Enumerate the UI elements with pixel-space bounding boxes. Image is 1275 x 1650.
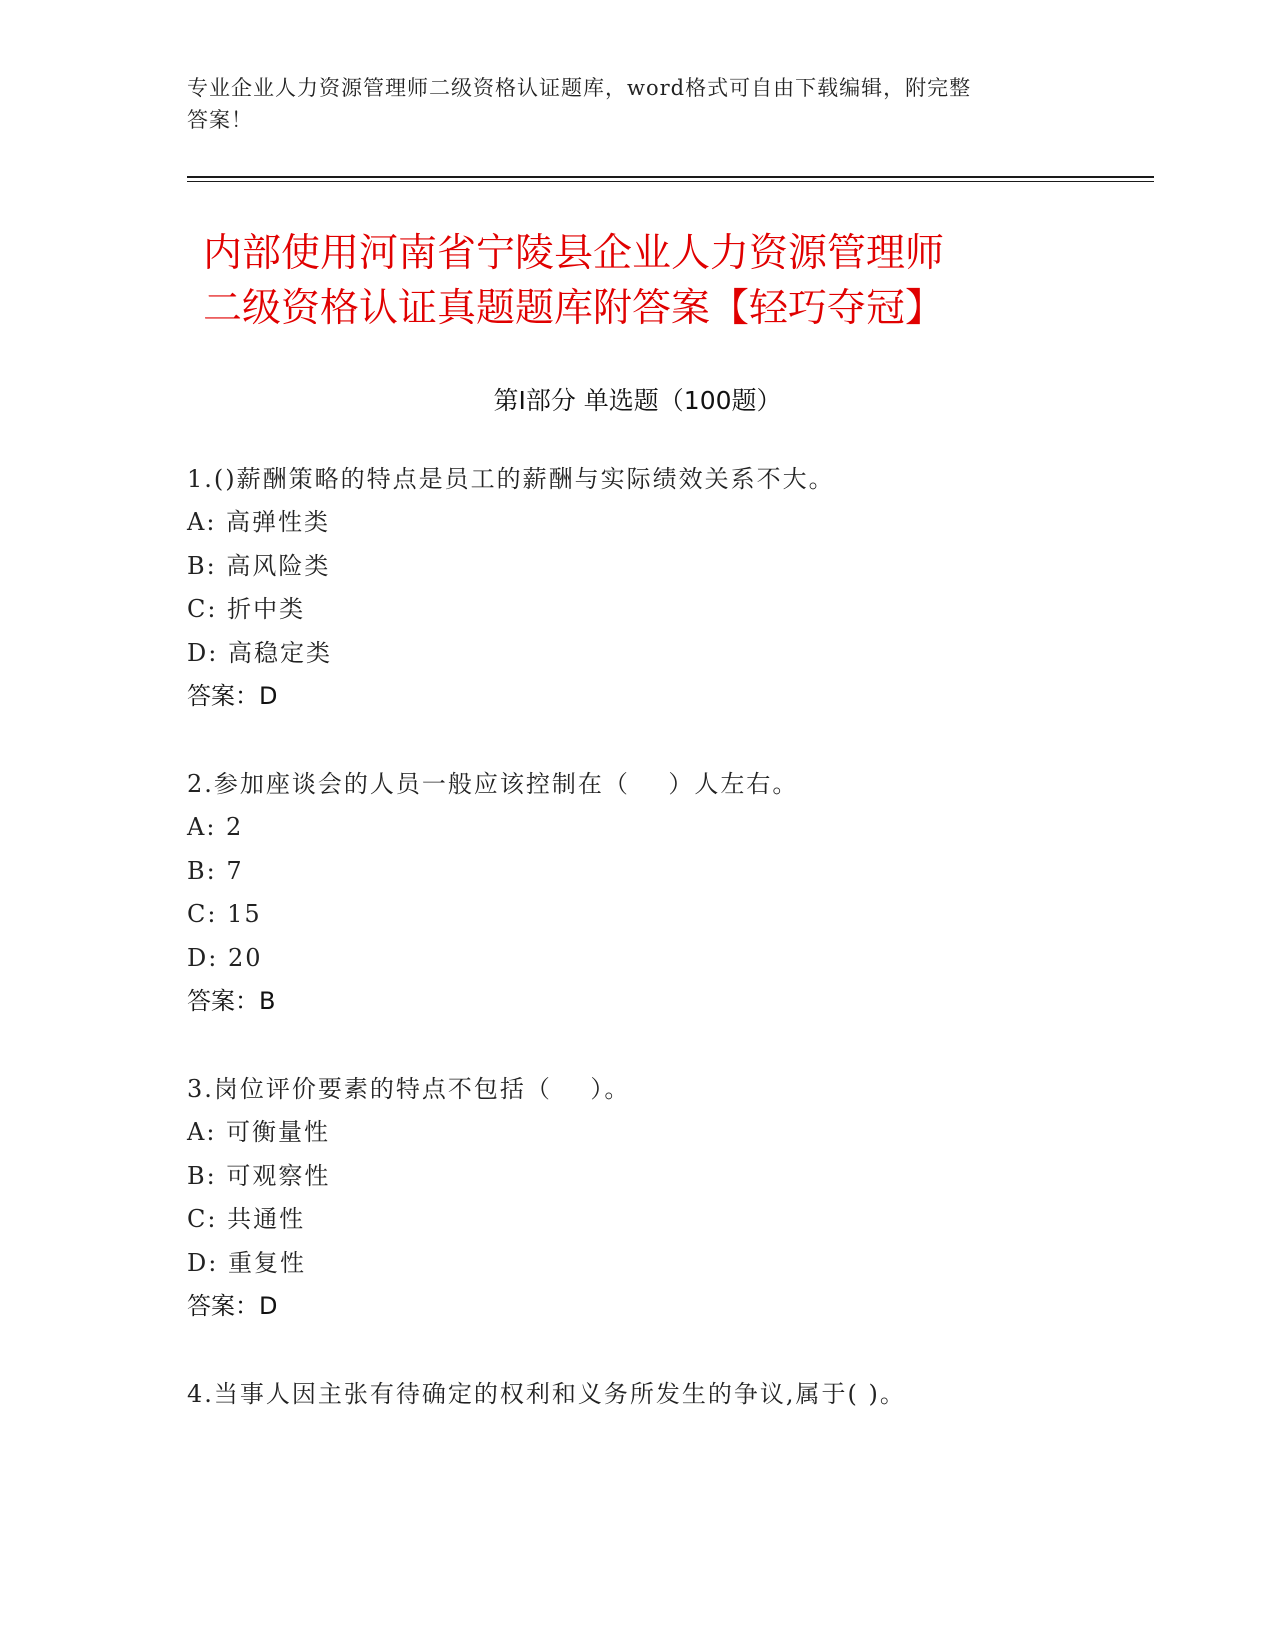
- question-1-stem: 1.()薪酬策略的特点是员工的薪酬与实际绩效关系不大。: [187, 465, 835, 493]
- header-note: [187, 72, 1067, 136]
- question-2-answer: 答案：B: [187, 987, 276, 1015]
- question-3-option-d: D: 重复性: [187, 1249, 306, 1277]
- question-3-answer: 答案：D: [187, 1292, 278, 1320]
- question-1-option-d: D: 高稳定类: [187, 639, 332, 667]
- header-divider-thin: [187, 181, 1154, 182]
- document-title: [203, 226, 1103, 336]
- question-3-option-c: C: 共通性: [187, 1205, 306, 1233]
- header-note-line-1: 专业企业人力资源管理师二级资格认证题库，word格式可自由下载编辑，附完整: [187, 76, 972, 100]
- question-1-answer: 答案：D: [187, 682, 278, 710]
- question-3-option-b: B: 可观察性: [187, 1162, 331, 1190]
- question-3-stem: 3.岗位评价要素的特点不包括（ ）。: [187, 1075, 631, 1103]
- header-note-line-2: 答案！: [187, 108, 253, 132]
- header-divider-thick: [187, 176, 1154, 178]
- question-4-stem: 4.当事人因主张有待确定的权利和义务所发生的争议,属于( )。: [187, 1380, 906, 1408]
- question-2-option-b: B: 7: [187, 857, 244, 885]
- question-1-option-c: C: 折中类: [187, 595, 306, 623]
- document-title-line-1: 内部使用河南省宁陵县企业人力资源管理师: [203, 231, 945, 276]
- section-heading: 第Ⅰ部分 单选题（100题）: [493, 386, 782, 415]
- question-1-option-b: B: 高风险类: [187, 552, 331, 580]
- question-2-option-d: D: 20: [187, 944, 263, 972]
- question-3-option-a: A: 可衡量性: [187, 1118, 331, 1146]
- question-2-stem: 2.参加座谈会的人员一般应该控制在（ ）人左右。: [187, 770, 799, 798]
- document-title-line-2: 二级资格认证真题题库附答案【轻巧夺冠】: [203, 286, 945, 331]
- question-1-option-a: A: 高弹性类: [187, 508, 331, 536]
- question-2-option-a: A: 2: [187, 813, 244, 841]
- question-2-option-c: C: 15: [187, 900, 262, 928]
